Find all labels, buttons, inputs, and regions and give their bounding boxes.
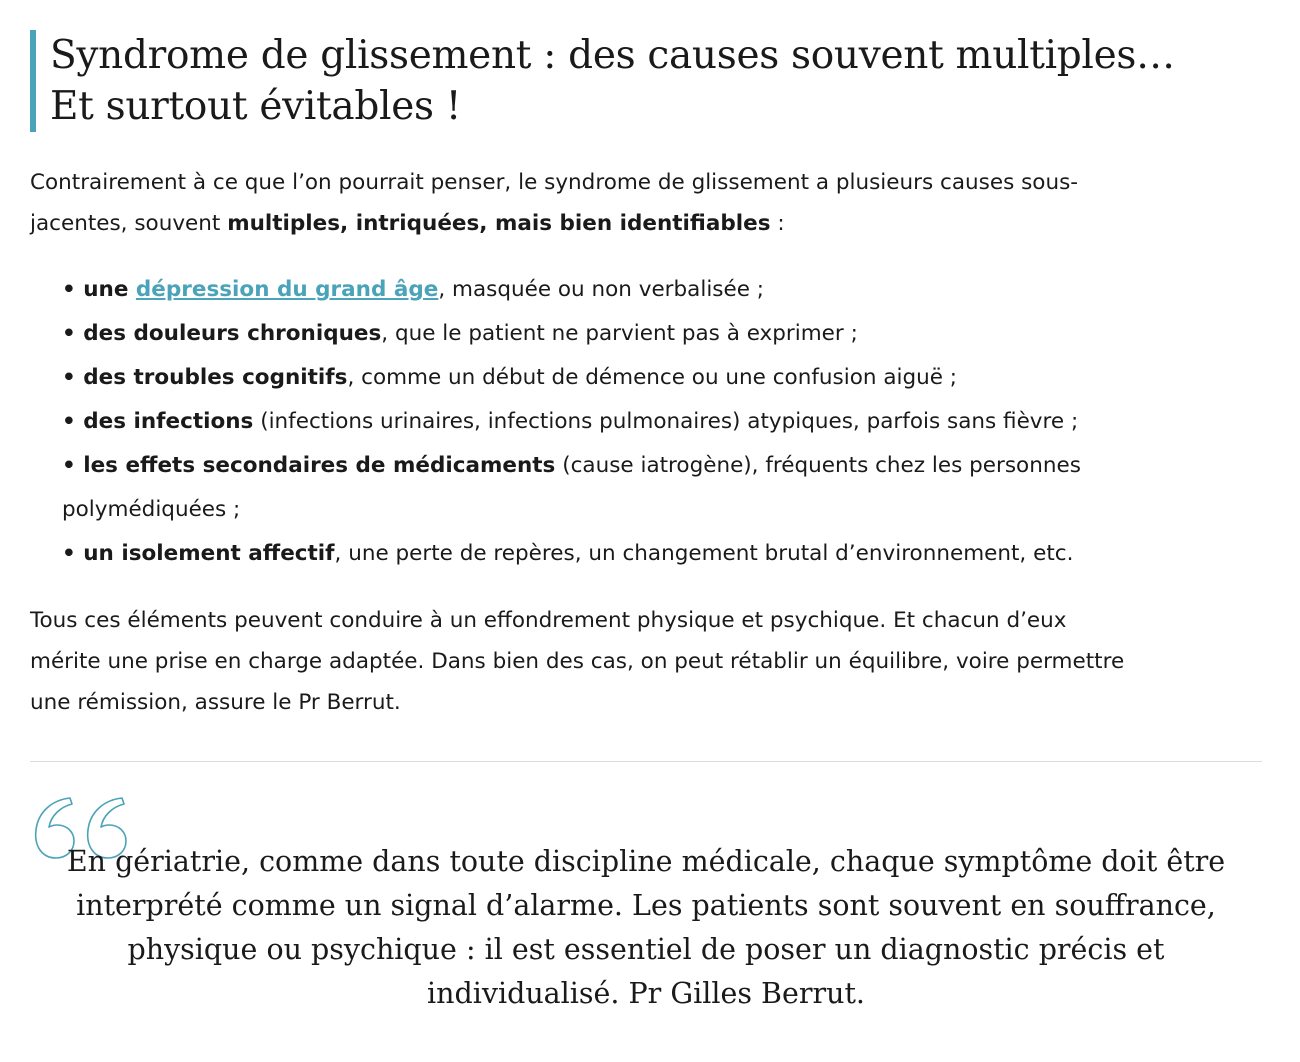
intro-text-end: : bbox=[770, 211, 785, 236]
list-item-text: , que le patient ne parvient pas à exprimer ; bbox=[381, 321, 858, 346]
heading-line-1: Syndrome de glissement : des causes souvent multiples… bbox=[50, 33, 1175, 78]
quote-line-2: interprété comme un signal d’alarme. Les patients sont souvent en souffrance, bbox=[76, 889, 1216, 922]
list-item-text: (cause iatrogène), fréquents chez les personnes bbox=[555, 453, 1081, 478]
quote-line-3: physique ou psychique : il est essentiel de poser un diagnostic précis et bbox=[127, 933, 1165, 966]
list-item-isolation bbox=[62, 532, 1262, 576]
intro-paragraph bbox=[30, 162, 1262, 244]
section-divider bbox=[30, 761, 1262, 762]
list-item-text: , une perte de repères, un changement brutal d’environnement, etc. bbox=[334, 541, 1074, 566]
list-item-text: , comme un début de démence ou une confusion aiguë ; bbox=[347, 365, 958, 390]
quote-text bbox=[30, 840, 1262, 1016]
section-heading bbox=[30, 30, 1262, 132]
list-item-bold: • un isolement affectif bbox=[62, 541, 335, 566]
list-item-bold: • des infections bbox=[62, 409, 254, 434]
list-item-text: (infections urinaires, infections pulmonaires) atypiques, parfois sans fièvre ; bbox=[253, 409, 1079, 434]
list-item-infections bbox=[62, 400, 1262, 444]
list-item-pain bbox=[62, 312, 1262, 356]
heading-line-2: Et surtout évitables ! bbox=[50, 84, 462, 129]
pull-quote bbox=[30, 794, 1262, 1044]
list-item-medication bbox=[62, 444, 1262, 532]
intro-line-2 bbox=[30, 203, 1262, 244]
conclusion-line-2: mérite une prise en charge adaptée. Dans bien des cas, on peut rétablir un équilibre, voire permettre bbox=[30, 649, 1125, 674]
article-section bbox=[30, 30, 1262, 1060]
depression-link[interactable]: dépression du grand âge bbox=[135, 277, 439, 302]
conclusion-line-1: Tous ces éléments peuvent conduire à un effondrement physique et psychique. Et chacun d’eux bbox=[30, 608, 1067, 633]
intro-text-start: jacentes, souvent bbox=[30, 211, 228, 236]
list-item-bold: • des troubles cognitifs bbox=[62, 365, 348, 390]
list-item-prefix: • une bbox=[62, 277, 136, 302]
conclusion-line-3: une rémission, assure le Pr Berrut. bbox=[30, 690, 401, 715]
list-item-text: , masquée ou non verbalisée ; bbox=[438, 277, 765, 302]
list-item-bold: • les effets secondaires de médicaments bbox=[62, 453, 556, 478]
list-item-bold: • des douleurs chroniques bbox=[62, 321, 382, 346]
quote-line-4: individualisé. Pr Gilles Berrut. bbox=[427, 977, 865, 1010]
list-item-depression bbox=[62, 268, 1262, 312]
intro-line-1: Contrairement à ce que l’on pourrait penser, le syndrome de glissement a plusieurs causes sous- bbox=[30, 170, 1079, 195]
list-item-text-continued: polymédiquées ; bbox=[62, 497, 241, 522]
quote-line-1: En gériatrie, comme dans toute discipline médicale, chaque symptôme doit être bbox=[66, 845, 1226, 878]
conclusion-paragraph bbox=[30, 600, 1262, 723]
list-item-cognitive bbox=[62, 356, 1262, 400]
intro-emphasis: multiples, intriquées, mais bien identifiables bbox=[227, 211, 771, 236]
causes-list bbox=[30, 268, 1262, 576]
